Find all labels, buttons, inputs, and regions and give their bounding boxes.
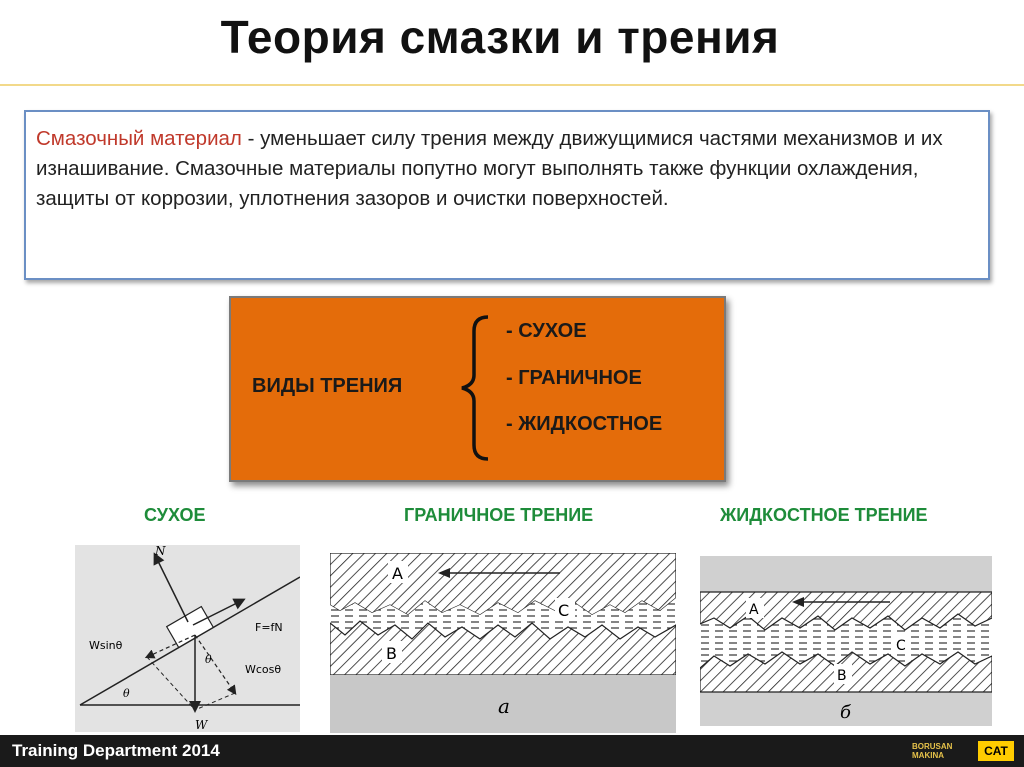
cat-logo: CAT: [978, 741, 1014, 761]
brace-icon: [456, 313, 496, 463]
friction-types-box: [229, 296, 726, 482]
dry-friction-diagram: [75, 545, 300, 732]
label-wsin: Wsinθ: [89, 639, 123, 652]
friction-type-boundary: - ГРАНИЧНОЕ: [506, 367, 642, 389]
label-theta-1: θ: [205, 653, 212, 666]
caption-b: б: [840, 702, 851, 723]
title-divider: [0, 84, 1024, 86]
label-wcos: Wcosθ: [245, 663, 282, 676]
friction-type-dry: - СУХОЕ: [506, 320, 587, 342]
fluid-friction-diagram: [700, 556, 992, 726]
label-b: B: [386, 644, 397, 663]
borusan-logo: BORUSAN MAKINA: [912, 742, 953, 760]
category-fluid: ЖИДКОСТНОЕ ТРЕНИЕ: [720, 505, 928, 525]
label-c: C: [896, 638, 906, 654]
label-theta-2: θ: [123, 687, 130, 700]
definition-term: Смазочный материал: [36, 127, 242, 150]
label-b: B: [837, 668, 847, 684]
label-n: N: [155, 545, 166, 558]
category-dry: СУХОЕ: [144, 505, 206, 525]
definition-text: - уменьшает силу трения между движущимися частями механизмов и их изнашивание. Смазочные материалы попутно могут выполнять также функции охлаждения, защиты от коррозии, уплотнения зазоров и очистки поверхностей.: [36, 127, 943, 210]
boundary-friction-diagram: [330, 553, 676, 733]
label-a: A: [749, 602, 759, 618]
definition-box: [24, 110, 990, 280]
category-boundary: ГРАНИЧНОЕ ТРЕНИЕ: [404, 505, 594, 525]
friction-type-fluid: - ЖИДКОСТНОЕ: [506, 413, 663, 435]
page-title: Теория смазки и трения: [220, 11, 780, 63]
label-w: W: [195, 718, 208, 732]
footer-bar: [0, 735, 1024, 767]
friction-types-label: ВИДЫ ТРЕНИЯ: [252, 375, 403, 397]
label-c: C: [558, 601, 570, 620]
footer-text: Training Department 2014: [12, 741, 220, 760]
caption-a: a: [498, 694, 510, 718]
label-friction: F=fN: [255, 621, 283, 634]
label-a: A: [392, 564, 403, 583]
